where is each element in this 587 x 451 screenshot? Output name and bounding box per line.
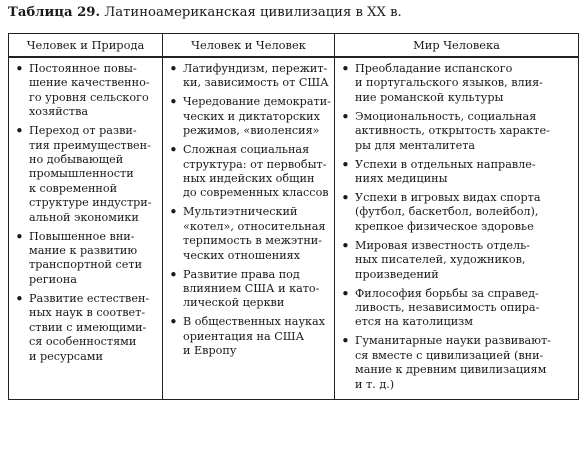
table-caption: [8, 5, 402, 21]
column-nature: [9, 57, 163, 399]
list-item-line: ется на католицизм: [355, 315, 473, 329]
list-item-line: «котел», относительная: [183, 219, 326, 233]
civilization-table: [8, 33, 579, 400]
list-item-line: и т. д.): [355, 377, 395, 391]
list-item: [168, 143, 331, 201]
list-item: [340, 110, 575, 153]
list-item: [168, 95, 331, 138]
list-item: [168, 62, 331, 91]
list-item-line: промышленности: [29, 167, 134, 181]
list-item-line: • Развитие естествен-: [29, 291, 150, 305]
list-item-line: ческих и диктаторских: [183, 109, 320, 123]
list-item: [14, 292, 159, 364]
list-item-line: транспортной сети: [29, 258, 143, 272]
list-item-line: ных индейских общин: [183, 172, 315, 186]
header-world: Мир Человека: [335, 34, 579, 58]
list-item-line: до современных классов: [183, 186, 329, 200]
list-item-line: • Гуманитарные науки развивают-: [355, 334, 551, 348]
list-item: [168, 268, 331, 311]
header-society: Человек и Человек: [163, 34, 335, 58]
list-item-line: (футбол, баскетбол, волейбол),: [355, 205, 539, 219]
list-item-line: ры для менталитета: [355, 138, 476, 152]
list-item: [14, 124, 159, 225]
list-item-line: • Эмоциональность, социальная: [355, 109, 537, 123]
list-item-line: структуре индустри-: [29, 196, 152, 210]
list-item-line: ных писателей, художников,: [355, 253, 526, 267]
list-item-line: терпимость в межэтни-: [183, 234, 323, 248]
content-row: [9, 57, 579, 399]
list-item-line: • Постоянное повы-: [29, 62, 137, 75]
list-item: [340, 62, 575, 105]
list-item: [14, 62, 159, 120]
list-item-line: • Повышенное вни-: [29, 229, 135, 243]
list-item: [168, 315, 331, 358]
list-item-line: • В общественных науках: [183, 315, 326, 329]
list-item-line: но добывающей: [29, 153, 124, 167]
list-item-line: активность, открытость характе-: [355, 124, 550, 138]
list-item-line: • Латифундизм, пережит-: [183, 62, 328, 75]
list-item-line: ных наук в соответ-: [29, 306, 146, 320]
list-item-line: структура: от первобыт-: [183, 157, 327, 171]
list-item-line: тия преимуществен-: [29, 138, 151, 152]
list-item-line: мание к развитию: [29, 244, 138, 258]
list-item: [340, 334, 575, 392]
list-item-line: и португальского языков, влия-: [355, 76, 543, 90]
column-society: [163, 57, 335, 399]
list-item-line: лической церкви: [183, 296, 285, 310]
list-item-line: ки, зависимость от США: [183, 76, 329, 90]
list-item-line: хозяйства: [29, 105, 89, 119]
table-title: Латиноамериканская цивилизация в XX в.: [104, 5, 402, 20]
list-item-line: произведений: [355, 267, 439, 281]
bullet-list: [168, 62, 331, 359]
list-item-line: • Чередование демократи-: [183, 95, 331, 109]
header-nature: Человек и Природа: [9, 34, 163, 58]
list-item-line: региона: [29, 272, 77, 286]
list-item: [14, 230, 159, 288]
list-item-line: влиянием США и като-: [183, 282, 320, 296]
list-item-line: ние романской культуры: [355, 90, 504, 104]
list-item-line: мание к древним цивилизациям: [355, 363, 547, 377]
list-item-line: ческих отношениях: [183, 248, 301, 262]
list-item-line: • Развитие права под: [183, 267, 300, 281]
list-item-line: шение качественно-: [29, 76, 150, 90]
list-item-line: • Успехи в отдельных направле-: [355, 157, 536, 171]
list-item-line: • Сложная социальная: [183, 143, 310, 157]
list-item-line: • Мировая известность отдель-: [355, 238, 531, 252]
list-item-line: ориентация на США: [183, 329, 305, 343]
list-item-line: и ресурсами: [29, 349, 103, 363]
list-item-line: • Успехи в игровых видах спорта: [355, 191, 541, 205]
header-row: [9, 34, 579, 58]
list-item: [340, 158, 575, 187]
list-item-line: и Европу: [183, 344, 237, 358]
list-item-line: • Переход от разви-: [29, 124, 137, 138]
list-item-line: • Преобладание испанского: [355, 62, 513, 75]
list-item-line: альной экономики: [29, 210, 139, 224]
list-item: [340, 239, 575, 282]
table-number: Таблица 29.: [8, 5, 101, 20]
list-item: [340, 191, 575, 234]
bullet-list: [340, 62, 575, 392]
list-item-line: крепкое физическое здоровье: [355, 219, 534, 233]
column-world: [335, 57, 579, 399]
list-item: [340, 287, 575, 330]
list-item-line: • Мультиэтнический: [183, 205, 298, 219]
list-item-line: ниях медицины: [355, 172, 448, 186]
list-item-line: • Философия борьбы за справед-: [355, 286, 539, 300]
bullet-list: [14, 62, 159, 364]
list-item-line: го уровня сельского: [29, 90, 149, 104]
list-item-line: ствии с имеющими-: [29, 320, 147, 334]
list-item-line: ливость, независимость опира-: [355, 301, 540, 315]
list-item-line: ся вместе с цивилизацией (вни-: [355, 348, 544, 362]
list-item: [168, 205, 331, 263]
list-item-line: к современной: [29, 181, 118, 195]
list-item-line: ся особенностями: [29, 335, 137, 349]
list-item-line: режимов, «виоленсия»: [183, 124, 320, 138]
